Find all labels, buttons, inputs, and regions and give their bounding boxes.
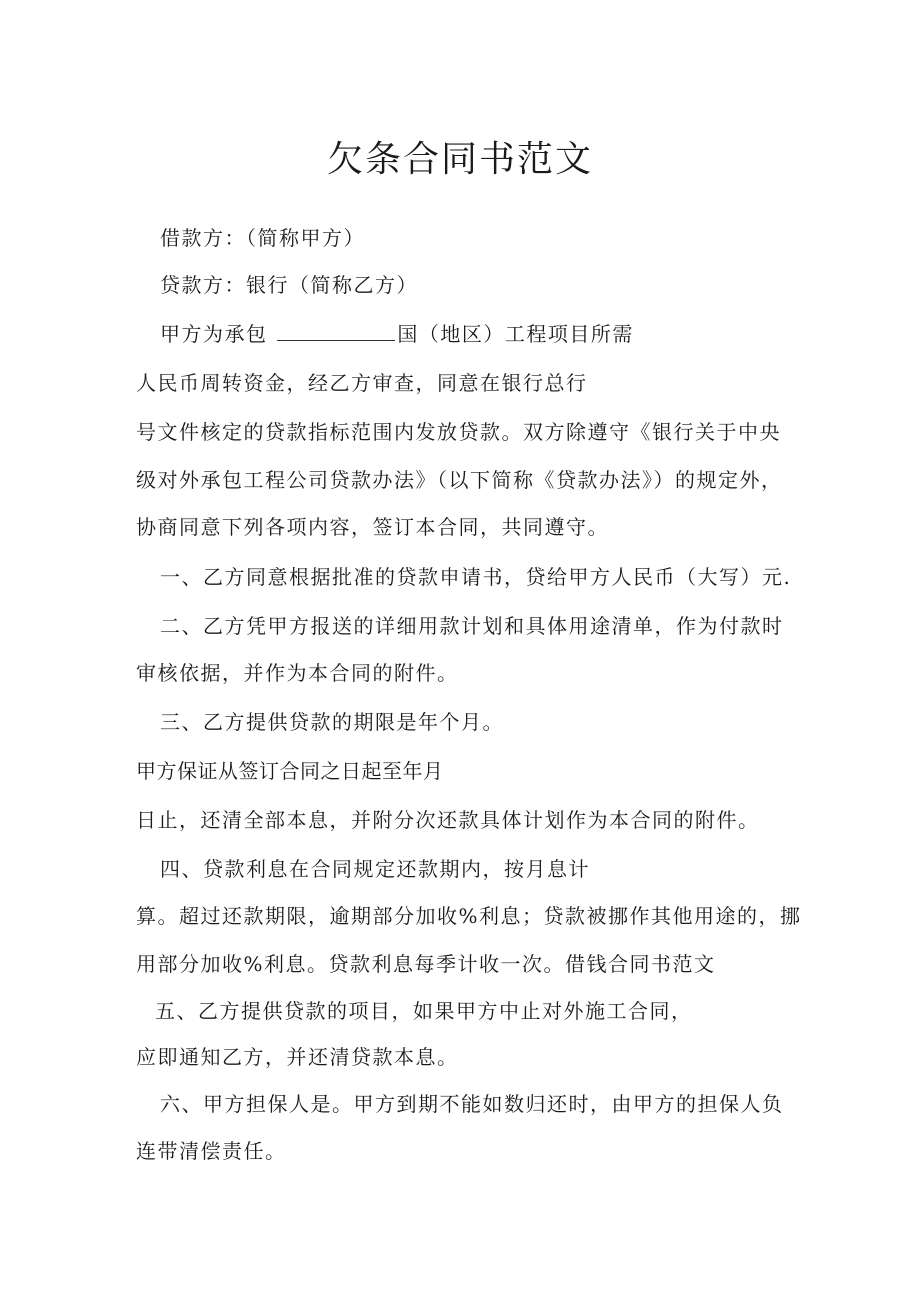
clause-6-line: 六、甲方担保人是。甲方到期不能如数归还时，由甲方的担保人负 xyxy=(160,1092,784,1116)
paragraph-line: 审核依据，并作为本合同的附件。 xyxy=(136,661,459,685)
paragraph-line: 号文件核定的贷款指标范围内发放贷款。双方除遵守《银行关于中央 xyxy=(136,420,781,444)
project-line-suffix: 国（地区）工程项目所需 xyxy=(397,322,634,346)
paragraph-line: 人民币周转资金，经乙方审查，同意在银行总行 xyxy=(136,371,588,395)
paragraph-line: 连带清偿责任。 xyxy=(136,1139,287,1163)
clause-2-line: 二、乙方凭甲方报送的详细用款计划和具体用途清单，作为付款时 xyxy=(160,614,784,638)
project-line xyxy=(160,320,634,348)
paragraph-line: 应即通知乙方，并还清贷款本息。 xyxy=(136,1045,459,1069)
fill-in-blank xyxy=(277,322,395,341)
clause-1-line: 一、乙方同意根据批准的贷款申请书，贷给甲方人民币（大写）元. xyxy=(160,565,792,589)
clause-4-line: 四、贷款利息在合同规定还款期内，按月息计 xyxy=(160,857,590,881)
paragraph-line: 级对外承包工程公司贷款办法》（以下简称《贷款办法》）的规定外， xyxy=(136,468,783,492)
clause-3-line: 三、乙方提供贷款的期限是年个月。 xyxy=(160,710,504,734)
borrower-line: 借款方：（简称甲方） xyxy=(160,226,365,250)
document-title: 欠条合同书范文 xyxy=(326,139,593,180)
paragraph-line: 日止，还清全部本息，并附分次还款具体计划作为本合同的附件。 xyxy=(136,808,760,832)
project-line-prefix: 甲方为承包 xyxy=(160,322,268,346)
clause-5-line: 五、乙方提供贷款的项目，如果甲方中止对外施工合同， xyxy=(155,999,693,1023)
paragraph-line: 算。超过还款期限，逾期部分加收%利息；贷款被挪作其他用途的，挪 xyxy=(136,904,802,928)
paragraph-line: 协商同意下列各项内容，签订本合同，共同遵守。 xyxy=(136,515,609,539)
lender-line: 贷款方：银行（简称乙方） xyxy=(160,273,418,297)
paragraph-line: 甲方保证从签订合同之日起至年月 xyxy=(136,759,444,783)
paragraph-line: 用部分加收%利息。贷款利息每季计收一次。借钱合同书范文 xyxy=(136,952,716,976)
